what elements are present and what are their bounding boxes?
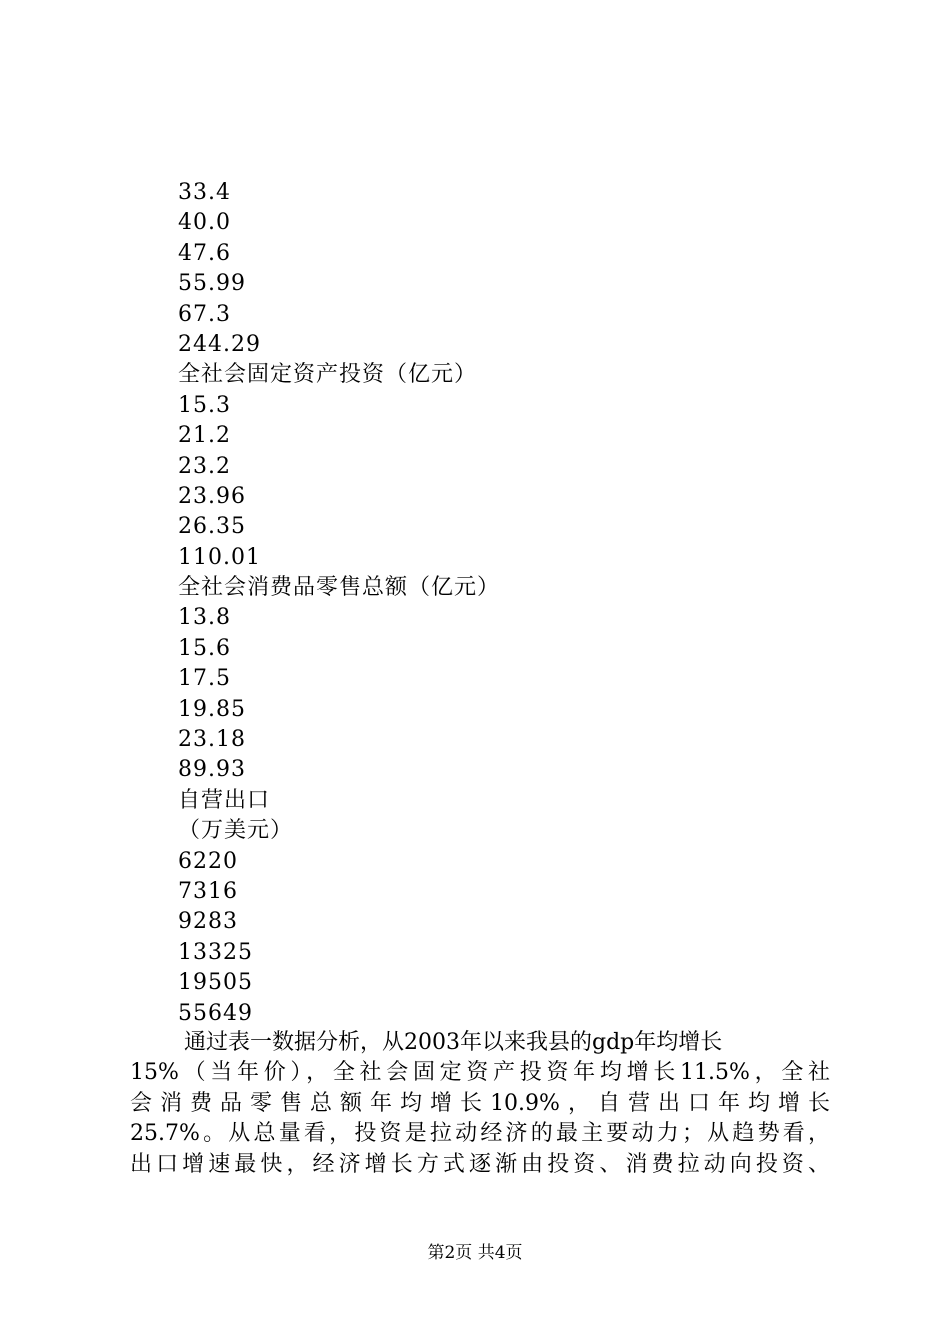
paragraph-line: 25.7%。从总量看，投资是拉动经济的最主要动力；从趋势看， xyxy=(130,1121,830,1147)
data-line: 26.35 xyxy=(178,514,246,540)
data-line: 40.0 xyxy=(178,210,231,236)
data-line: 19.85 xyxy=(178,696,246,722)
data-line: 13.8 xyxy=(178,605,231,631)
paragraph-line: 15%（当年价），全社会固定资产投资年均增长11.5%，全社 xyxy=(130,1060,830,1086)
section-heading: 全社会消费品零售总额（亿元） xyxy=(178,575,501,601)
data-line: 23.96 xyxy=(178,483,246,509)
data-line: 110.01 xyxy=(178,544,261,570)
data-line: 15.3 xyxy=(178,392,231,418)
data-line: 15.6 xyxy=(178,635,231,661)
data-line: 23.2 xyxy=(178,453,231,479)
data-line: 23.18 xyxy=(178,727,246,753)
data-line: 19505 xyxy=(178,970,253,996)
section-heading: 全社会固定资产投资（亿元） xyxy=(178,362,478,388)
section-heading-unit: （万美元） xyxy=(178,818,294,844)
data-line: 13325 xyxy=(178,939,253,965)
data-line: 55649 xyxy=(178,1000,253,1026)
section-heading: 自营出口 xyxy=(178,787,271,813)
data-line: 244.29 xyxy=(178,331,261,357)
data-line: 67.3 xyxy=(178,301,231,327)
data-line: 9283 xyxy=(178,909,238,935)
data-line: 55.99 xyxy=(178,271,246,297)
data-line: 17.5 xyxy=(178,666,231,692)
data-line: 21.2 xyxy=(178,423,231,449)
data-line: 7316 xyxy=(178,878,238,904)
data-line: 47.6 xyxy=(178,240,231,266)
paragraph-line: 通过表一数据分析，从2003年以来我县的gdp年均增长 xyxy=(184,1030,723,1055)
data-line: 89.93 xyxy=(178,757,246,783)
data-line: 6220 xyxy=(178,848,238,874)
analysis-paragraph xyxy=(130,1028,830,1180)
page-footer: 第2页 共4页 xyxy=(427,1243,523,1263)
paragraph-line: 会消费品零售总额年均增长10.9%，自营出口年均增长 xyxy=(130,1090,830,1116)
data-lines xyxy=(178,178,818,1029)
data-line: 33.4 xyxy=(178,180,231,205)
paragraph-line: 出口增速最快，经济增长方式逐渐由投资、消费拉动向投资、 xyxy=(130,1151,830,1177)
